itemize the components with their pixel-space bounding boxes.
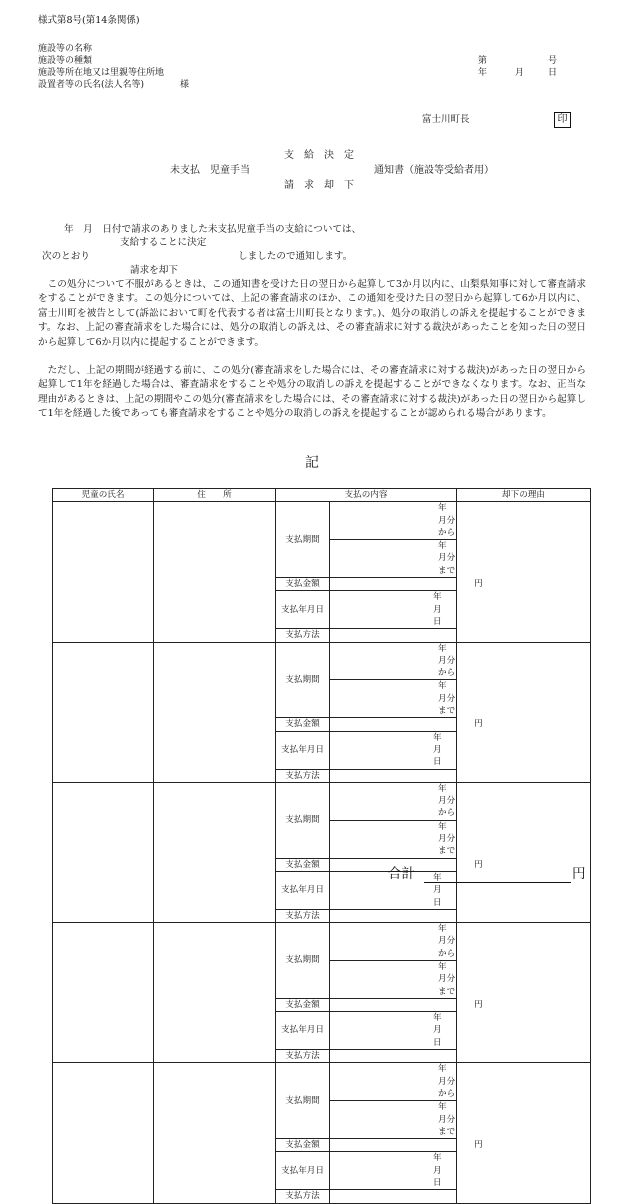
table-row <box>53 923 591 961</box>
period-from: 年 月分から <box>330 782 457 820</box>
method-label: 支払方法 <box>276 769 330 782</box>
table-row <box>53 502 591 540</box>
rejection-reason-cell[interactable] <box>457 502 591 642</box>
period-label: 支払期間 <box>276 923 330 999</box>
date-value: 年 月 日 <box>330 1152 457 1190</box>
period-to: 年 月分まで <box>330 540 457 578</box>
date-label: 支払年月日 <box>276 1012 330 1050</box>
period-from: 年 月分から <box>330 502 457 540</box>
body-notified: しましたので通知します。 <box>238 251 353 262</box>
body-next: 次のとおり <box>42 251 90 262</box>
amount-label: 支払金額 <box>276 718 330 731</box>
method-value[interactable] <box>330 629 457 642</box>
date-label: 支払年月日 <box>276 731 330 769</box>
rejection-reason-cell[interactable] <box>457 923 591 1063</box>
date-value: 年 月 日 <box>330 731 457 769</box>
method-label: 支払方法 <box>276 1190 330 1203</box>
title-upper: 支 給 決 定 <box>284 150 354 161</box>
issuer-name: 富士川町長 <box>422 114 470 125</box>
child-name-cell[interactable] <box>53 923 154 1063</box>
total-label: 合計 <box>388 866 415 882</box>
date-label: 支払年月日 <box>276 871 330 909</box>
child-name-cell[interactable] <box>53 1063 154 1203</box>
payment-table <box>52 488 591 1204</box>
table-row <box>53 782 591 820</box>
honorific: 様 <box>180 80 190 90</box>
facility-address-label: 施設等所在地又は里親等住所地 <box>38 68 165 78</box>
amount-label: 支払金額 <box>276 578 330 591</box>
form-number: 様式第8号(第14条関係) <box>38 15 140 26</box>
facility-name-label: 施設等の名称 <box>38 44 93 54</box>
title-lower: 請 求 却 下 <box>284 180 354 191</box>
header-address: 住 所 <box>154 489 276 502</box>
date-value: 年 月 日 <box>330 1012 457 1050</box>
date-value: 年 月 日 <box>330 591 457 629</box>
period-label: 支払期間 <box>276 642 330 718</box>
amount-unit: 円 <box>330 578 457 591</box>
method-value[interactable] <box>330 1190 457 1203</box>
child-name-cell[interactable] <box>53 502 154 642</box>
amount-label: 支払金額 <box>276 858 330 871</box>
amount-unit: 円 <box>330 1139 457 1152</box>
period-from: 年 月分から <box>330 1063 457 1101</box>
method-value[interactable] <box>330 1050 457 1063</box>
founder-name-label: 設置者等の氏名(法人名等) <box>38 80 145 90</box>
period-from: 年 月分から <box>330 923 457 961</box>
doc-number-go: 号 <box>548 56 558 66</box>
rejection-reason-cell[interactable] <box>457 642 591 782</box>
title-suffix: 通知書（施設等受給者用） <box>374 165 494 176</box>
address-cell[interactable] <box>154 782 276 922</box>
header-rejection-reason: 却下の理由 <box>457 489 591 502</box>
child-name-cell[interactable] <box>53 642 154 782</box>
method-value[interactable] <box>330 769 457 782</box>
address-cell[interactable] <box>154 502 276 642</box>
address-cell[interactable] <box>154 923 276 1063</box>
method-label: 支払方法 <box>276 629 330 642</box>
amount-unit: 円 <box>330 858 457 871</box>
doc-number-dai: 第 <box>478 56 488 66</box>
body-option-reject: 請求を却下 <box>130 265 178 276</box>
facility-type-label: 施設等の種類 <box>38 56 93 66</box>
period-to: 年 月分まで <box>330 1101 457 1139</box>
body-line1: 年 月 日付で請求のありました未支払児童手当の支給については、 <box>64 224 362 235</box>
amount-label: 支払金額 <box>276 998 330 1011</box>
period-from: 年 月分から <box>330 642 457 680</box>
period-label: 支払期間 <box>276 1063 330 1139</box>
address-cell[interactable] <box>154 1063 276 1203</box>
total-unit: 円 <box>572 866 586 882</box>
date-day: 日 <box>548 68 558 78</box>
ki-heading: 記 <box>305 455 319 471</box>
rejection-reason-cell[interactable] <box>457 1063 591 1203</box>
amount-label: 支払金額 <box>276 1139 330 1152</box>
title-prefix: 未支払 児童手当 <box>170 165 250 176</box>
period-label: 支払期間 <box>276 782 330 858</box>
date-year: 年 <box>478 68 488 78</box>
period-to: 年 月分まで <box>330 960 457 998</box>
period-label: 支払期間 <box>276 502 330 578</box>
date-label: 支払年月日 <box>276 591 330 629</box>
date-month: 月 <box>515 68 525 78</box>
table-row <box>53 642 591 680</box>
method-value[interactable] <box>330 909 457 922</box>
total-amount-line <box>424 882 571 883</box>
rejection-reason-cell[interactable] <box>457 782 591 922</box>
period-to: 年 月分まで <box>330 820 457 858</box>
date-label: 支払年月日 <box>276 1152 330 1190</box>
seal-mark: 印 <box>554 112 571 128</box>
appeal-paragraph-2: ただし、上記の期間が経過する前に、この処分(審査請求をした場合には、その審査請求に対する裁決)があった日の翌日から起算して1年を経過した場合は、審査請求をすることや処分の取消しの訴えを提起することができなくなります。なお、正当な理由があるときは、上記の期間やこの処分(審査請求をした場合には、その審査請求に対する裁決)があった日の翌日から起算して1年を経過した後であっても審査請求をすることや処分の取消しの訴えを提起することが認められる場合があります。 <box>38 365 586 420</box>
amount-unit: 円 <box>330 998 457 1011</box>
table-header-row <box>53 489 591 502</box>
appeal-paragraph-1: この処分について不服があるときは、この通知書を受けた日の翌日から起算して3か月以内に、山梨県知事に対して審査請求をすることができます。この処分については、上記の審査請求のほか、この通知を受けた日の翌日から起算して6か月以内に、富士川町を被告として(訴訟において町を代表する者は富士川町長となります。)、処分の取消しの訴えを提起することができます。なお、上記の審査請求をした場合には、処分の取消しの訴えは、その審査請求に対する裁決があったことを知った日の翌日から起算して6か月以内に提起することができます。 <box>38 279 586 348</box>
body-option-approve: 支給することに決定 <box>120 237 207 248</box>
period-to: 年 月分まで <box>330 680 457 718</box>
header-payment-content: 支払の内容 <box>276 489 457 502</box>
amount-unit: 円 <box>330 718 457 731</box>
date-value: 年 月 日 <box>330 871 457 909</box>
method-label: 支払方法 <box>276 909 330 922</box>
header-child-name: 児童の氏名 <box>53 489 154 502</box>
address-cell[interactable] <box>154 642 276 782</box>
table-row <box>53 1063 591 1101</box>
child-name-cell[interactable] <box>53 782 154 922</box>
method-label: 支払方法 <box>276 1050 330 1063</box>
